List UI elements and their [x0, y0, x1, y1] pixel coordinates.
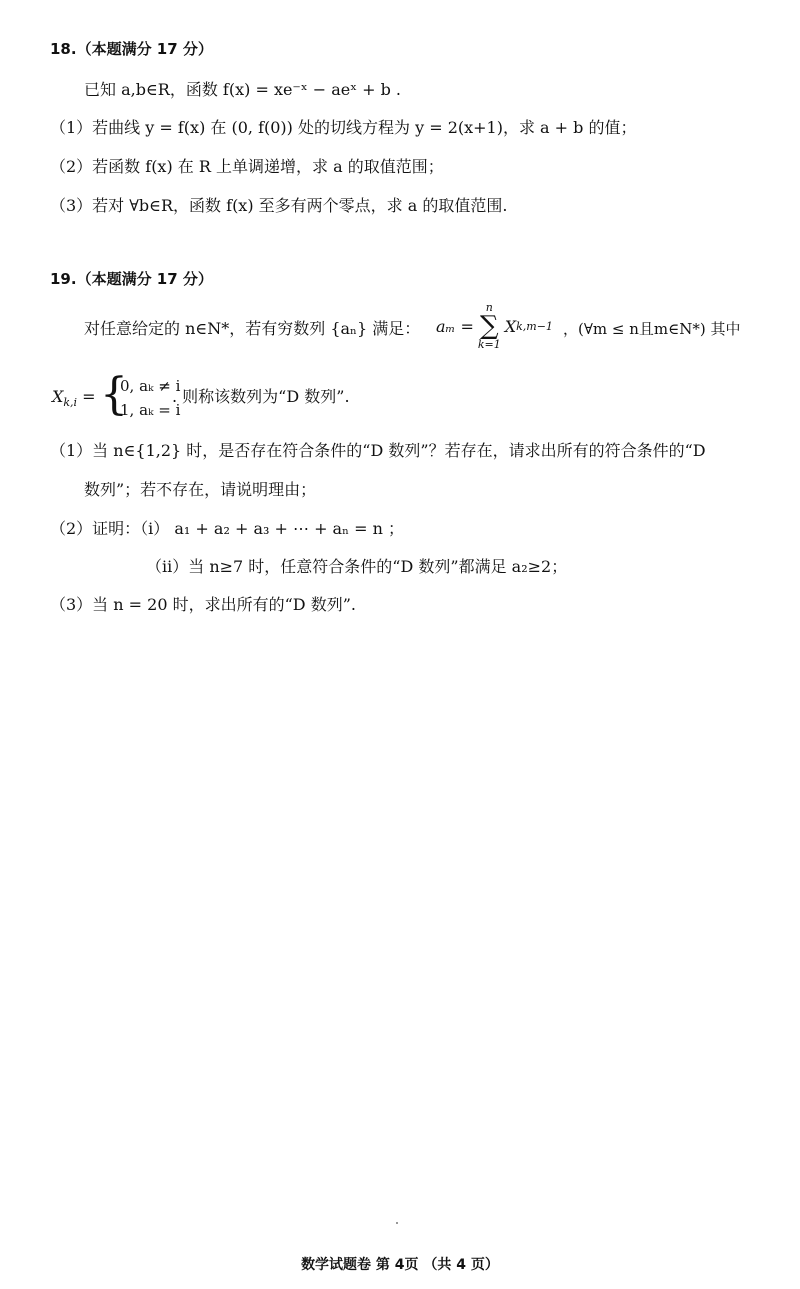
q19-x-definition: [52, 386, 96, 414]
q19-part3: （3）当 n = 20 时，求出所有的“D 数列”.: [50, 595, 356, 614]
q19-part2-ii: （ii）当 n≥7 时，任意符合条件的“D 数列”都满足 a₂≥2；: [146, 557, 568, 576]
q18-part3: （3）若对 ∀b∈R，函数 f(x) 至多有两个零点，求 a 的取值范围.: [50, 196, 508, 215]
sigma-glyph: ∑: [480, 311, 499, 341]
q19-x-lhs: X: [52, 387, 64, 406]
q19-definition-suffix: ，(∀m ≤ n且m∈N*) 其中: [563, 320, 741, 338]
q19-part1-line2: 数列”；若不存在，请说明理由；: [84, 480, 317, 499]
q18-part2: （2）若函数 f(x) 在 R 上单调递增，求 a 的取值范围；: [50, 157, 444, 176]
q19-x-lhs-subscript: k,i: [63, 396, 78, 410]
sigma-lower: k=1: [477, 338, 501, 351]
q19-case-1: 0, aₖ ≠ i: [120, 377, 181, 395]
q18-header: 18.（本题满分 17 分）: [50, 40, 213, 58]
q19-case-2: 1, aₖ = i: [120, 401, 181, 419]
q19-header: 19.（本题满分 17 分）: [50, 270, 213, 288]
sigma-symbol: [478, 302, 501, 350]
page-footer: 数学试题卷 第 4页 （共 4 页）: [301, 1257, 499, 1273]
scan-speck: [396, 1222, 398, 1224]
q19-sum-formula: [436, 302, 553, 350]
q18-given: 已知 a,b∈R，函数 f(x) = xe⁻ˣ − aeˣ + b .: [84, 80, 402, 99]
q19-definition-prefix: 对任意给定的 n∈N*，若有穷数列 {aₙ} 满足：: [84, 319, 421, 338]
q19-x-equals: =: [82, 387, 96, 406]
sigma-upper: n: [485, 301, 493, 314]
q19-part2-i: （2）证明：（i） a₁ + a₂ + a₃ + ⋯ + aₙ = n ；: [50, 519, 404, 538]
q19-x-term-subscript: k,m−1: [516, 319, 553, 333]
q19-x-term: X: [504, 316, 517, 336]
cases-brace: {: [100, 369, 128, 420]
q19-x-suffix: . 则称该数列为“D 数列”.: [172, 387, 350, 406]
q19-am: aₘ =: [436, 316, 474, 336]
q19-part1-line1: （1）当 n∈{1,2} 时，是否存在符合条件的“D 数列”？若存在，请求出所有的符合条件的“D: [50, 441, 706, 460]
q18-part1: （1）若曲线 y = f(x) 在 (0, f(0)) 处的切线方程为 y = 2(x+1)，求 a + b 的值；: [50, 118, 637, 137]
